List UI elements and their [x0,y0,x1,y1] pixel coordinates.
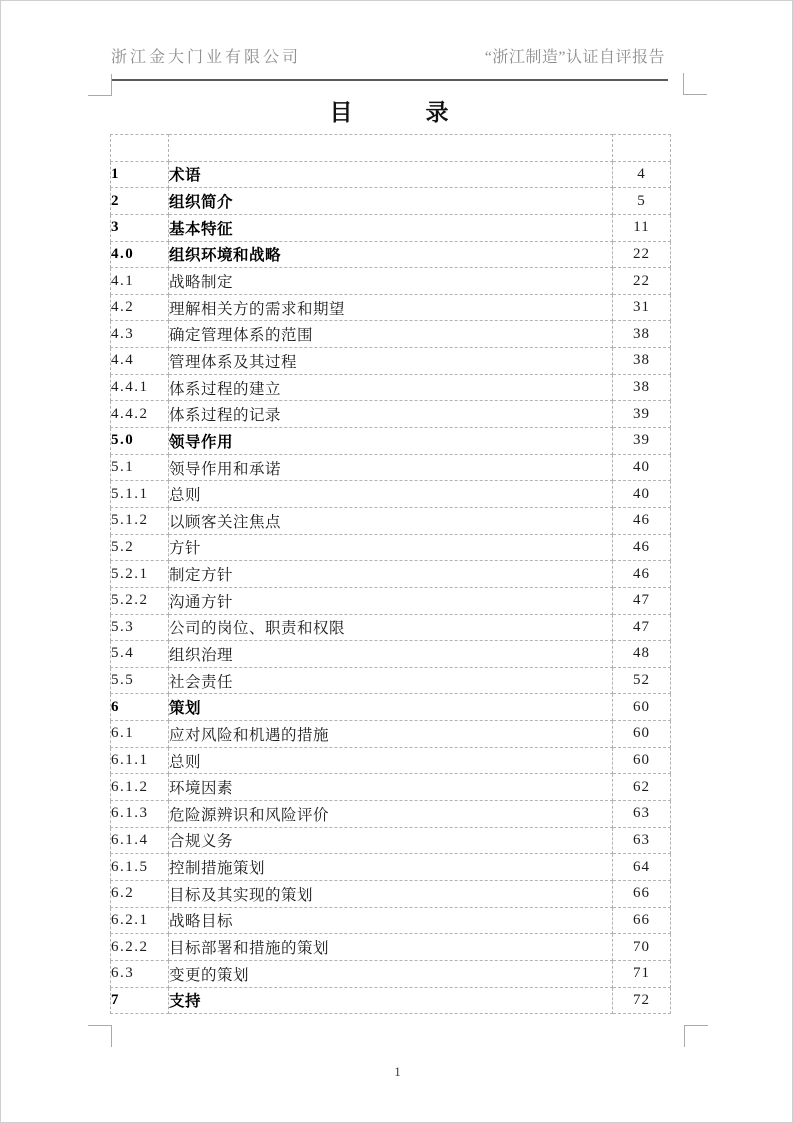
toc-row-number: 6.1.4 [111,827,169,854]
toc-row-number: 6.1.5 [111,854,169,881]
toc-row [111,934,671,961]
toc-row [111,587,671,614]
toc-row [111,854,671,881]
toc-row-number: 6.1.3 [111,801,169,828]
toc-row-title: 组织简介 [169,188,613,215]
toc-row-number: 5.0 [111,428,169,455]
toc-row-number: 6.2 [111,880,169,907]
toc-row-number: 5.1 [111,454,169,481]
toc-row [111,294,671,321]
toc-row-page: 48 [613,641,671,668]
toc-row [111,987,671,1014]
toc-row-page: 40 [613,481,671,508]
toc-row [111,428,671,455]
toc-row-page: 47 [613,614,671,641]
toc-row [111,614,671,641]
toc-row-number: 6.1.2 [111,774,169,801]
toc-row-title: 制定方针 [169,561,613,588]
toc-row-number: 5.5 [111,667,169,694]
toc-row-number: 5.4 [111,641,169,668]
toc-row-title: 变更的策划 [169,960,613,987]
toc-row-title: 公司的岗位、职责和权限 [169,614,613,641]
toc-row [111,667,671,694]
toc-row-page: 31 [613,294,671,321]
toc-row-number: 4.4 [111,348,169,375]
toc-row-title: 总则 [169,481,613,508]
toc-row-number: 6 [111,694,169,721]
toc-row-number: 3 [111,214,169,241]
toc-row-number: 5.2.2 [111,587,169,614]
margin-corner-mark-bottom-right [684,1025,708,1047]
toc-table-body [111,135,671,1014]
toc-row-number: 4.2 [111,294,169,321]
toc-row-page: 72 [613,987,671,1014]
toc-row-title: 理解相关方的需求和期望 [169,294,613,321]
toc-row [111,268,671,295]
toc-row-title: 确定管理体系的范围 [169,321,613,348]
toc-row-title: 战略制定 [169,268,613,295]
toc-row-number: 6.1 [111,721,169,748]
toc-row-page: 62 [613,774,671,801]
toc-row-number: 1 [111,161,169,188]
toc-row [111,801,671,828]
toc-row-number: 4.4.2 [111,401,169,428]
toc-row-page: 60 [613,721,671,748]
toc-row-title: 方针 [169,534,613,561]
toc-row-title: 领导作用和承诺 [169,454,613,481]
toc-row-title: 目标部署和措施的策划 [169,934,613,961]
header-company-name: 浙江金大门业有限公司 [111,49,302,66]
toc-row-page: 66 [613,907,671,934]
toc-empty-row [111,135,671,162]
toc-row [111,481,671,508]
toc-row [111,747,671,774]
toc-row-title: 环境因素 [169,774,613,801]
margin-corner-mark-top-right [683,73,707,95]
toc-row-title: 支持 [169,987,613,1014]
toc-row-page: 63 [613,801,671,828]
toc-row-number: 4.1 [111,268,169,295]
toc-row-page: 11 [613,214,671,241]
toc-row [111,774,671,801]
toc-row-page: 39 [613,428,671,455]
toc-row [111,348,671,375]
toc-row-page: 63 [613,827,671,854]
toc-row-title: 以顾客关注焦点 [169,507,613,534]
toc-row-page: 38 [613,321,671,348]
toc-row-number: 7 [111,987,169,1014]
toc-row-number: 4.0 [111,241,169,268]
toc-row-number: 6.1.1 [111,747,169,774]
toc-row-number: 5.1.2 [111,507,169,534]
toc-row-title: 战略目标 [169,907,613,934]
toc-row-page: 52 [613,667,671,694]
toc-empty-cell [613,135,671,162]
toc-row-title: 领导作用 [169,428,613,455]
margin-corner-mark-top-left [88,74,112,96]
header-report-title: “浙江制造”认证自评报告 [484,49,665,66]
toc-row-title: 术语 [169,161,613,188]
toc-row [111,321,671,348]
toc-row-page: 4 [613,161,671,188]
toc-row-title: 管理体系及其过程 [169,348,613,375]
toc-row [111,507,671,534]
toc-row-title: 目标及其实现的策划 [169,880,613,907]
toc-row-number: 5.1.1 [111,481,169,508]
toc-row-title: 社会责任 [169,667,613,694]
toc-row-number: 2 [111,188,169,215]
toc-row-title: 应对风险和机遇的措施 [169,721,613,748]
footer-page-number: 1 [394,1064,401,1079]
toc-row-title: 策划 [169,694,613,721]
toc-row [111,960,671,987]
toc-row-page: 46 [613,534,671,561]
toc-row [111,907,671,934]
toc-empty-cell [169,135,613,162]
toc-row-number: 4.3 [111,321,169,348]
header-divider [111,79,668,81]
toc-row [111,401,671,428]
toc-row [111,188,671,215]
toc-row-number: 5.2 [111,534,169,561]
toc-row [111,641,671,668]
toc-row-title: 组织治理 [169,641,613,668]
toc-row [111,161,671,188]
toc-row-title: 控制措施策划 [169,854,613,881]
toc-row-title: 体系过程的建立 [169,374,613,401]
toc-row-title: 总则 [169,747,613,774]
toc-row-number: 6.2.1 [111,907,169,934]
toc-empty-cell [111,135,169,162]
toc-row-page: 40 [613,454,671,481]
toc-row-page: 22 [613,268,671,295]
toc-row-title: 体系过程的记录 [169,401,613,428]
toc-row-page: 70 [613,934,671,961]
toc-row-page: 39 [613,401,671,428]
toc-table [110,134,671,1014]
toc-row [111,827,671,854]
page-title: 目 录 [329,100,450,125]
toc-row-title: 沟通方针 [169,587,613,614]
toc-row-number: 6.3 [111,960,169,987]
toc-row-title: 基本特征 [169,214,613,241]
toc-row [111,694,671,721]
toc-row-page: 71 [613,960,671,987]
toc-row [111,454,671,481]
toc-row-number: 4.4.1 [111,374,169,401]
toc-row [111,374,671,401]
toc-row [111,534,671,561]
toc-row-title: 危险源辨识和风险评价 [169,801,613,828]
toc-row-title: 合规义务 [169,827,613,854]
toc-row-page: 60 [613,694,671,721]
toc-row [111,561,671,588]
toc-row-number: 5.2.1 [111,561,169,588]
toc-row-page: 64 [613,854,671,881]
toc-row-page: 66 [613,880,671,907]
toc-row-page: 22 [613,241,671,268]
toc-row-page: 38 [613,348,671,375]
toc-row-page: 46 [613,507,671,534]
toc-row-title: 组织环境和战略 [169,241,613,268]
toc-row [111,880,671,907]
toc-row-page: 46 [613,561,671,588]
toc-row [111,214,671,241]
toc-row-number: 6.2.2 [111,934,169,961]
toc-row [111,721,671,748]
toc-row-page: 5 [613,188,671,215]
toc-row-page: 38 [613,374,671,401]
margin-corner-mark-bottom-left [88,1025,112,1047]
toc-row-number: 5.3 [111,614,169,641]
toc-row [111,241,671,268]
toc-row-page: 47 [613,587,671,614]
toc-row-page: 60 [613,747,671,774]
